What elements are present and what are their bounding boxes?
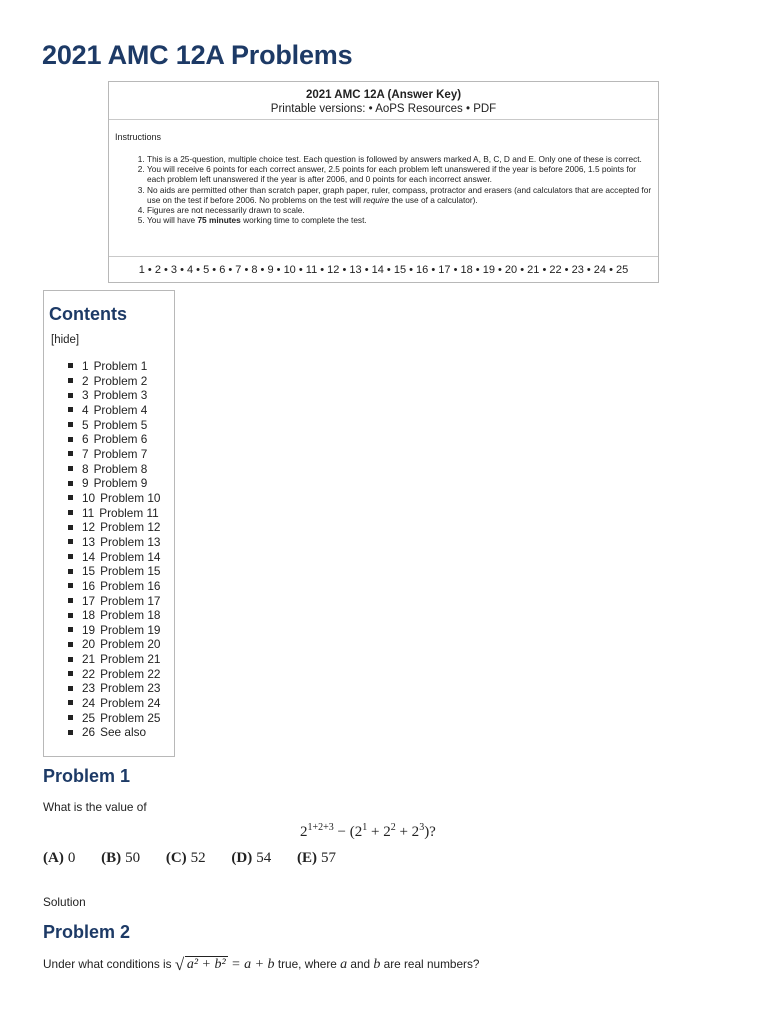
answer-choice [101, 850, 140, 866]
instruction-bold: 75 minutes [197, 215, 241, 226]
problem-number-link[interactable]: 17 [438, 264, 451, 276]
toc-item-number: 8 [82, 461, 89, 476]
number-separator: • [517, 264, 528, 276]
number-separator: • [583, 264, 594, 276]
instructions-label: Instructions [115, 132, 162, 142]
toc-item[interactable] [68, 520, 160, 535]
toc-item[interactable] [68, 491, 160, 506]
choice-letter: (A) [43, 850, 64, 866]
choice-letter: (B) [101, 850, 122, 866]
expr-exponent: 1 [362, 822, 368, 833]
problem-number-link[interactable]: 7 [235, 264, 242, 276]
toc-item-label: Problem 5 [93, 417, 148, 432]
number-separator: • [209, 264, 220, 276]
table-of-contents [43, 290, 175, 757]
instruction-item [147, 215, 652, 225]
toc-item[interactable] [68, 388, 160, 403]
problem-number-link[interactable]: 13 [349, 264, 362, 276]
toc-item-label: Problem 24 [100, 696, 161, 711]
toc-title: Contents [49, 304, 127, 324]
toc-item-label: Problem 16 [100, 578, 161, 593]
expr-exponent: 2 [390, 822, 396, 833]
toc-item-number: 21 [82, 652, 96, 667]
problem-number-link[interactable]: 16 [416, 264, 429, 276]
number-separator: • [193, 264, 204, 276]
number-separator: • [428, 264, 439, 276]
number-separator: • [160, 264, 171, 276]
problem-number-link[interactable]: 5 [203, 264, 210, 276]
toc-hide-toggle[interactable]: [hide] [51, 334, 80, 346]
problem-number-link[interactable]: 1 [138, 264, 145, 276]
problem-number-link[interactable]: 4 [187, 264, 194, 276]
problem-1-heading: Problem 1 [43, 766, 131, 786]
toc-list [68, 359, 160, 740]
expr-part: + 2 [395, 824, 420, 840]
toc-item-label: Problem 4 [93, 402, 148, 417]
toc-item-label: Problem 20 [100, 637, 161, 652]
problem-number-link[interactable]: 2 [154, 264, 161, 276]
toc-item-label: Problem 2 [93, 373, 148, 388]
toc-item-number: 11 [82, 505, 95, 520]
answer-choice [297, 850, 336, 866]
problem-number-link[interactable]: 8 [251, 264, 258, 276]
choice-value: 0 [67, 850, 76, 866]
expr-base: 2 [300, 824, 308, 840]
toc-item[interactable] [68, 564, 160, 579]
toc-item-label: Problem 14 [100, 549, 161, 564]
toc-item-label: Problem 8 [93, 461, 148, 476]
toc-item[interactable] [68, 711, 160, 726]
toc-item-label: Problem 17 [100, 593, 161, 608]
toc-item-number: 19 [82, 622, 96, 637]
toc-item-number: 23 [82, 681, 96, 696]
choice-letter: (C) [165, 850, 187, 866]
problem-number-link[interactable]: 14 [371, 264, 384, 276]
toc-item-number: 9 [82, 476, 89, 491]
number-separator: • [273, 264, 284, 276]
problem-1-choices [43, 850, 358, 867]
number-separator: • [361, 264, 372, 276]
answer-choice [43, 850, 75, 866]
toc-item-number: 12 [82, 520, 96, 535]
toc-item-label: Problem 12 [100, 520, 161, 535]
toc-item[interactable] [68, 506, 160, 521]
square-root [175, 957, 228, 973]
problem-number-link[interactable]: 20 [504, 264, 518, 276]
problem-number-link[interactable]: 21 [527, 264, 540, 276]
toc-item[interactable] [68, 652, 160, 667]
problem-2-question [43, 957, 479, 973]
choice-letter: (E) [296, 850, 317, 866]
toc-item-label: Problem 13 [100, 534, 161, 549]
toc-item[interactable] [68, 374, 160, 389]
instructions-section [109, 120, 658, 257]
toc-item-label: Problem 11 [99, 505, 159, 520]
toc-item[interactable] [68, 359, 160, 374]
page-title: 2021 AMC 12A Problems [42, 40, 353, 70]
answer-choice [231, 850, 271, 866]
question-text: Under what conditions is [43, 957, 175, 971]
toc-item-number: 18 [82, 608, 96, 623]
toc-item-number: 7 [82, 446, 89, 461]
instruction-emphasis: require [363, 194, 390, 205]
answer-key-infobox [108, 81, 659, 283]
toc-item-label: Problem 7 [93, 446, 148, 461]
toc-item[interactable] [68, 594, 160, 609]
question-text: true, where [274, 957, 341, 971]
question-text: and [347, 957, 374, 971]
toc-item-number: 2 [82, 373, 89, 388]
problem-number-link[interactable]: 12 [327, 264, 340, 276]
problem-number-link[interactable]: 10 [283, 264, 296, 276]
toc-item[interactable] [68, 462, 160, 477]
expr-part: + 2 [367, 824, 391, 840]
problem-1-expression [300, 822, 436, 841]
toc-item[interactable] [68, 725, 160, 740]
equation-rhs: = a + b [227, 957, 275, 972]
toc-item-label: Problem 23 [100, 681, 161, 696]
toc-item-number: 25 [82, 710, 96, 725]
toc-item-number: 5 [82, 417, 89, 432]
instruction-text: working time to complete the test. [240, 215, 367, 226]
number-separator: • [383, 264, 394, 276]
instruction-text: You will have [147, 215, 198, 226]
toc-item-label: Problem 10 [100, 490, 161, 505]
radicand: a² + b² [186, 957, 226, 972]
toc-item-number: 4 [82, 402, 89, 417]
expr-exponent: 3 [419, 822, 425, 833]
toc-item[interactable] [68, 447, 160, 462]
instruction-text: the use of a calculator). [389, 194, 478, 205]
toc-item[interactable] [68, 608, 160, 623]
number-separator: • [561, 264, 572, 276]
toc-item-number: 24 [82, 696, 96, 711]
number-separator: • [339, 264, 350, 276]
number-separator: • [450, 264, 461, 276]
problem-number-link[interactable]: 9 [267, 264, 274, 276]
problem-1-question: What is the value of [43, 800, 147, 814]
instruction-item: 4. Figures are not necessarily drawn to scale. [147, 205, 652, 215]
toc-item-label: Problem 25 [100, 710, 161, 725]
number-separator: • [241, 264, 252, 276]
number-separator: • [539, 264, 550, 276]
toc-item[interactable] [68, 623, 160, 638]
instruction-item: 2. You will receive 6 points for each correct answer, 2.5 points for each problem left unanswered if the year is before 2006, 1.5 points for each problem left unanswered if the year is after 2006, and 0 points for each incorrect answer. [147, 164, 652, 184]
toc-item-number: 3 [82, 388, 89, 403]
problem-number-link[interactable]: 22 [549, 264, 562, 276]
toc-item[interactable] [68, 696, 160, 711]
problem-number-link[interactable]: 11 [305, 264, 318, 276]
printable-separator: • [462, 103, 474, 115]
infobox-title: 2021 AMC 12A (Answer Key) [305, 89, 462, 101]
toc-item-label: Problem 15 [100, 564, 161, 579]
number-separator: • [472, 264, 483, 276]
toc-item-number: 20 [82, 637, 96, 652]
toc-item-number: 13 [82, 534, 96, 549]
toc-item-label: Problem 19 [100, 622, 161, 637]
instruction-text: No aids are permitted other than scratch paper, graph paper, ruler, compass, protractor and erasers (and calculators that are accepted for use on the test if before 2006. No problems on the test will [147, 184, 652, 205]
expr-exponent: 1+2+3 [307, 822, 334, 833]
toc-item-number: 16 [82, 578, 96, 593]
problem-number-link[interactable]: 24 [593, 264, 607, 276]
toc-item-label: See also [100, 725, 147, 740]
choice-value: 54 [256, 850, 272, 866]
toc-item[interactable] [68, 418, 160, 433]
number-separator: • [295, 264, 306, 276]
question-text: are real numbers? [380, 957, 480, 971]
number-separator: • [257, 264, 268, 276]
toc-item-number: 10 [82, 490, 96, 505]
choice-value: 52 [190, 850, 206, 866]
choice-value: 50 [125, 850, 141, 866]
problem-number-link[interactable]: 23 [571, 264, 584, 276]
toc-item-label: Problem 1 [93, 359, 148, 373]
toc-item[interactable] [68, 579, 160, 594]
infobox-header [109, 82, 658, 120]
variable-a: a [340, 957, 348, 972]
aops-resources-link[interactable]: AoPS Resources [375, 103, 463, 115]
toc-item-number: 14 [82, 549, 96, 564]
instruction-item: 1. This is a 25-question, multiple choice test. Each question is followed by answers marked A, B, C, D and E. Only one of these is correct. [147, 154, 652, 164]
number-separator: • [494, 264, 505, 276]
variable-b: b [373, 957, 381, 972]
printable-versions [109, 102, 658, 116]
problem-number-link[interactable]: 6 [219, 264, 226, 276]
toc-item-label: Problem 6 [93, 432, 148, 447]
toc-item[interactable] [68, 681, 160, 696]
toc-item-label: Problem 9 [93, 476, 148, 491]
pdf-link[interactable]: PDF [473, 103, 497, 115]
toc-item-number: 22 [82, 666, 96, 681]
number-separator: • [317, 264, 328, 276]
problem-2-heading: Problem 2 [43, 922, 131, 942]
problem-1-solution-link[interactable]: Solution [43, 895, 86, 909]
toc-item[interactable] [68, 476, 160, 491]
toc-item[interactable] [68, 667, 160, 682]
problem-number-link[interactable]: 19 [482, 264, 495, 276]
answer-choice [166, 850, 206, 866]
toc-item[interactable] [68, 637, 160, 652]
expr-part: − (2 [333, 824, 363, 840]
problem-number-link[interactable]: 3 [170, 264, 178, 276]
instructions-list [115, 154, 652, 225]
printable-prefix: Printable versions: • [270, 103, 376, 115]
choice-letter: (D) [231, 850, 253, 866]
toc-item-label: Problem 22 [100, 666, 161, 681]
toc-item-number: 6 [82, 432, 89, 447]
number-separator: • [406, 264, 417, 276]
toc-item-number: 15 [82, 564, 96, 579]
number-separator: • [606, 264, 617, 276]
toc-item[interactable] [68, 432, 160, 447]
choice-value: 57 [320, 850, 336, 866]
problem-number-link[interactable]: 18 [460, 264, 473, 276]
toc-item[interactable] [68, 403, 160, 418]
expr-part: )? [424, 824, 436, 840]
toc-item-label: Problem 3 [93, 388, 148, 403]
number-separator: • [144, 264, 155, 276]
toc-item-label: Problem 21 [100, 652, 161, 667]
toc-item-number: 26 [82, 725, 96, 740]
toc-item[interactable] [68, 550, 160, 565]
problem-number-link[interactable]: 25 [616, 264, 629, 276]
toc-item[interactable] [68, 535, 160, 550]
toc-item-number: 1 [82, 359, 89, 373]
problem-number-links [109, 257, 658, 283]
toc-item-number: 17 [82, 593, 96, 608]
problem-number-link[interactable]: 15 [393, 264, 407, 276]
number-separator: • [177, 264, 187, 276]
toc-item-label: Problem 18 [100, 608, 161, 623]
instruction-item [147, 185, 652, 205]
number-separator: • [225, 264, 236, 276]
